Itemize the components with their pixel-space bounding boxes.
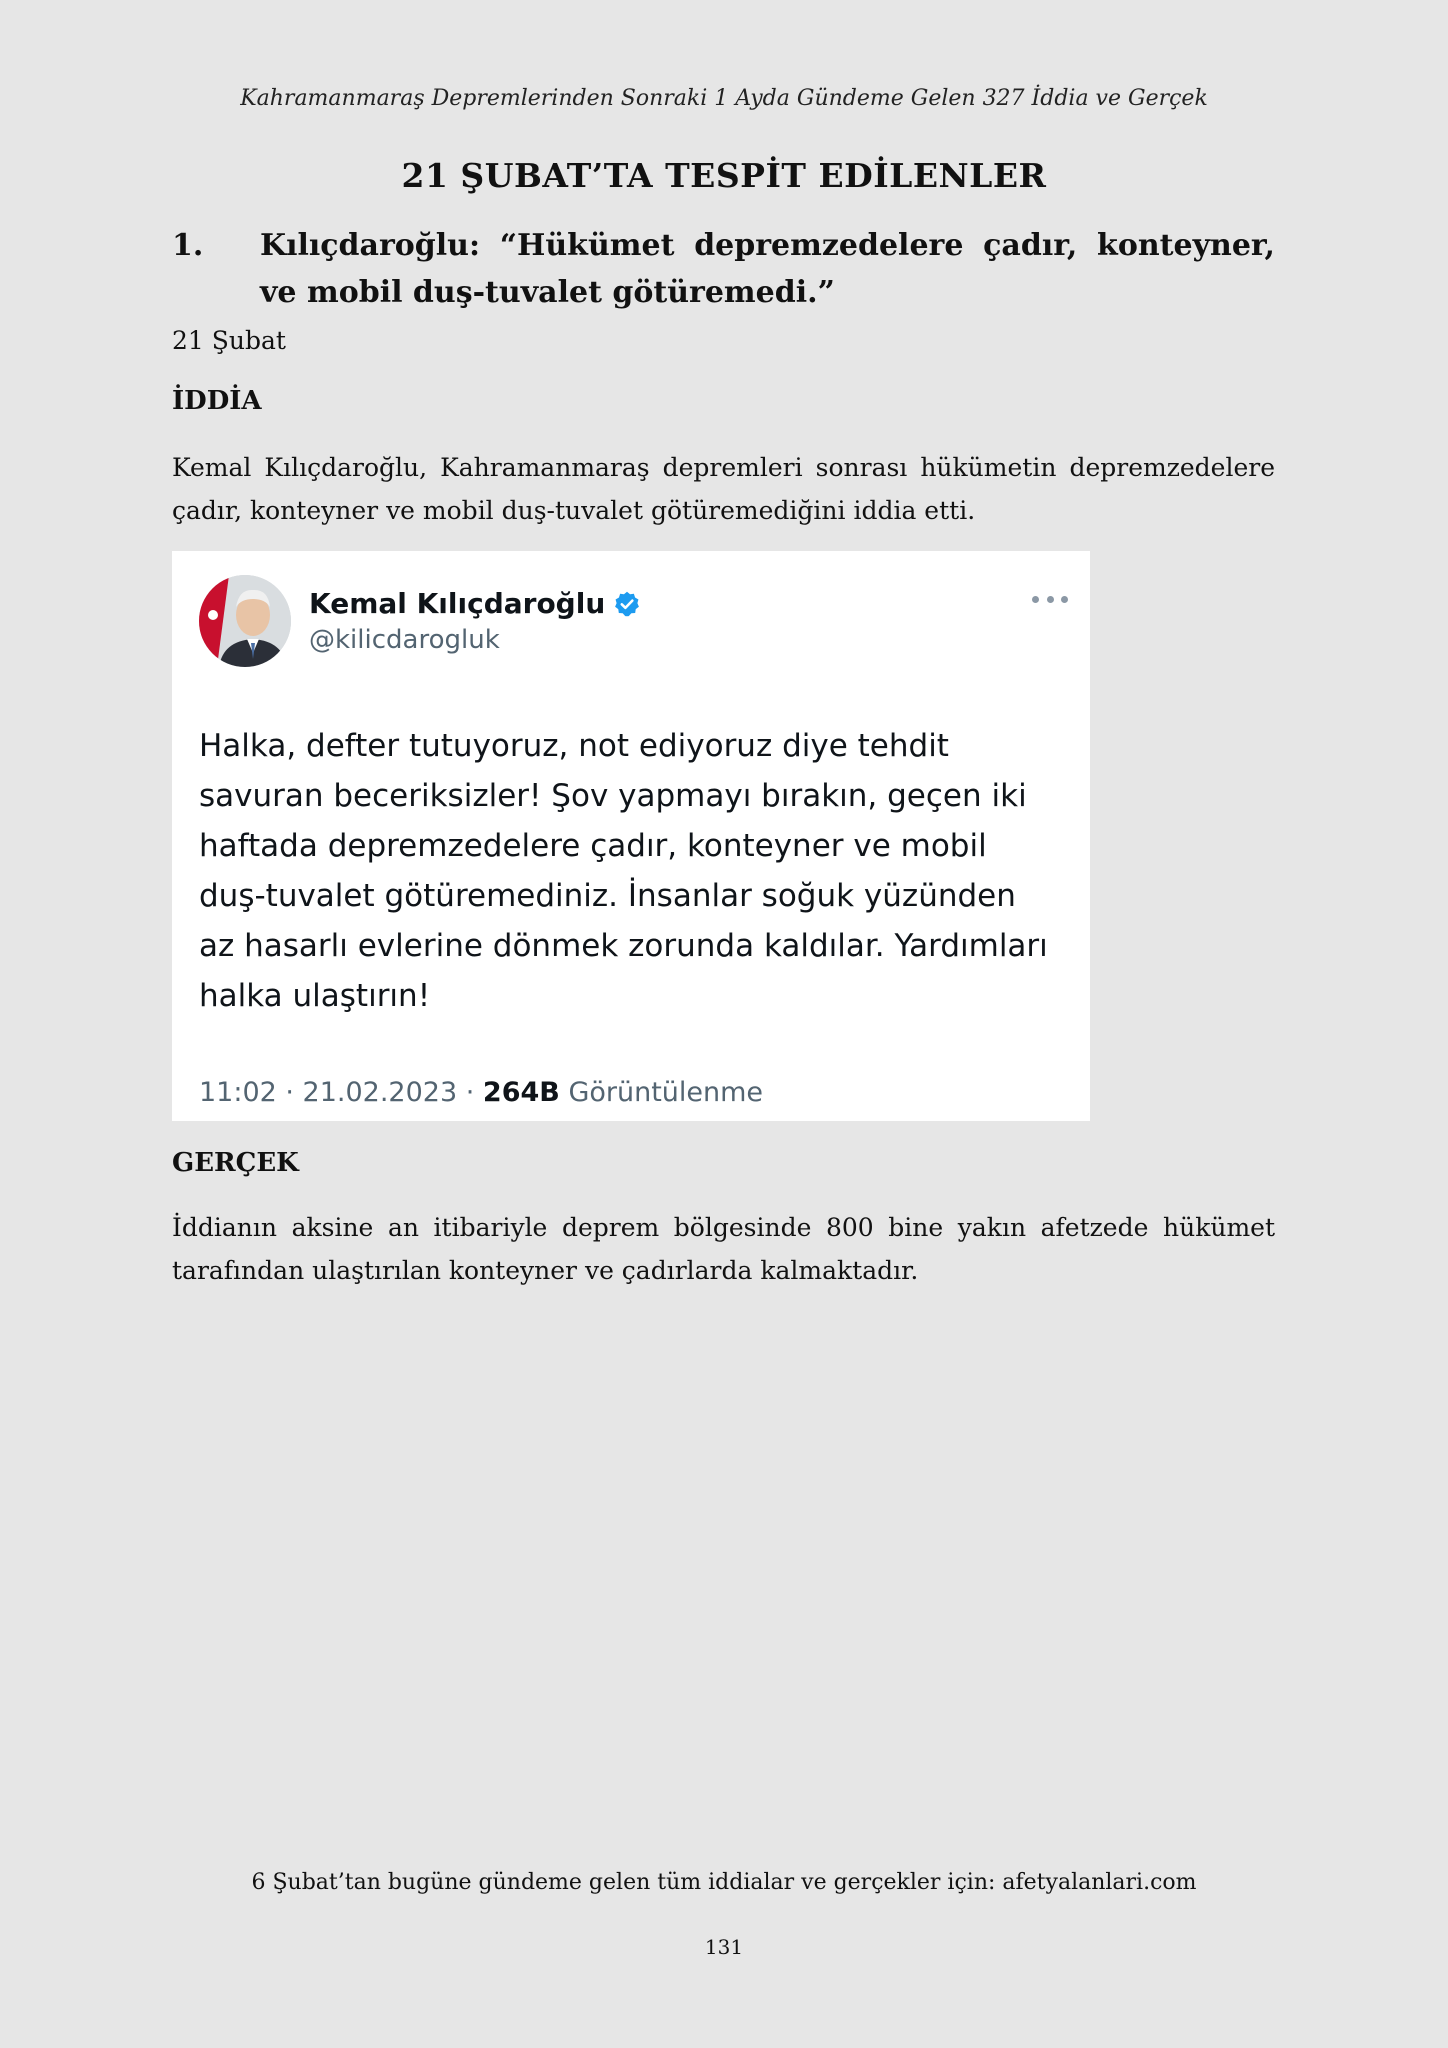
tweet-author-name[interactable] (309, 587, 641, 620)
avatar (199, 575, 291, 667)
author-name-text: Kemal Kılıçdaroğlu (309, 587, 606, 620)
fact-text: İddianın aksine an itibariyle deprem bölgesinde 800 bine yakın afetzede hükümet tarafından ulaştırılan konteyner ve çadırlarda kalmaktadır. (172, 1213, 1275, 1285)
item-number: 1. (172, 228, 204, 263)
tweet-body (199, 721, 1084, 1021)
more-dot (1032, 596, 1039, 603)
item-heading (172, 222, 1275, 316)
tweet-author-handle[interactable]: @kilicdarogluk (309, 625, 500, 655)
tweet-timestamp[interactable]: 11:02 · 21.02.2023 · (199, 1077, 483, 1108)
more-options-icon[interactable] (1032, 593, 1068, 605)
fact-label: GERÇEK (172, 1148, 299, 1178)
item-date: 21 Şubat (172, 326, 286, 355)
tweet-line: Halka, defter tutuyoruz, not ediyoruz diye tehdit (199, 728, 949, 764)
tweet-views-label: Görüntülenme (559, 1077, 764, 1108)
tweet-line: az hasarlı evlerine dönmek zorunda kaldılar. Yardımları (199, 928, 1048, 964)
tweet-line: halka ulaştırın! (199, 978, 431, 1014)
tweet-line: haftada depremzedelere çadır, konteyner ve mobil (199, 828, 987, 864)
avatar-portrait-icon (199, 575, 291, 667)
claim-text: Kemal Kılıçdaroğlu, Kahramanmaraş depremleri sonrası hükümetin depremzedelere çadır, konteyner ve mobil duş-tuvalet götüremediğini iddia etti. (172, 453, 1275, 525)
tweet-line: savuran beceriksizler! Şov yapmayı bırakın, geçen iki (199, 778, 1027, 814)
tweet-meta (199, 1077, 763, 1108)
verified-badge-icon (613, 590, 641, 618)
running-header: Kahramanmaraş Depremlerinden Sonraki 1 Ayda Gündeme Gelen 327 İddia ve Gerçek (240, 86, 1208, 111)
tweet-views-count: 264B (482, 1077, 560, 1108)
footer-note: 6 Şubat’tan bugüne gündeme gelen tüm iddialar ve gerçekler için: afetyalanlari.com (251, 1870, 1197, 1895)
claim-label: İDDİA (172, 386, 262, 416)
more-dot (1061, 596, 1068, 603)
tweet-screenshot (172, 551, 1090, 1121)
section-title: 21 ŞUBAT’TA TESPİT EDİLENLER (401, 156, 1047, 195)
more-dot (1047, 596, 1054, 603)
tweet-line: duş-tuvalet götüremediniz. İnsanlar soğuk yüzünden (199, 878, 1016, 914)
item-heading-text: Kılıçdaroğlu: “Hükümet depremzedelere çadır, konteyner, ve mobil duş-tuvalet götüremedi.” (260, 228, 1275, 310)
page-number: 131 (704, 1935, 744, 1959)
